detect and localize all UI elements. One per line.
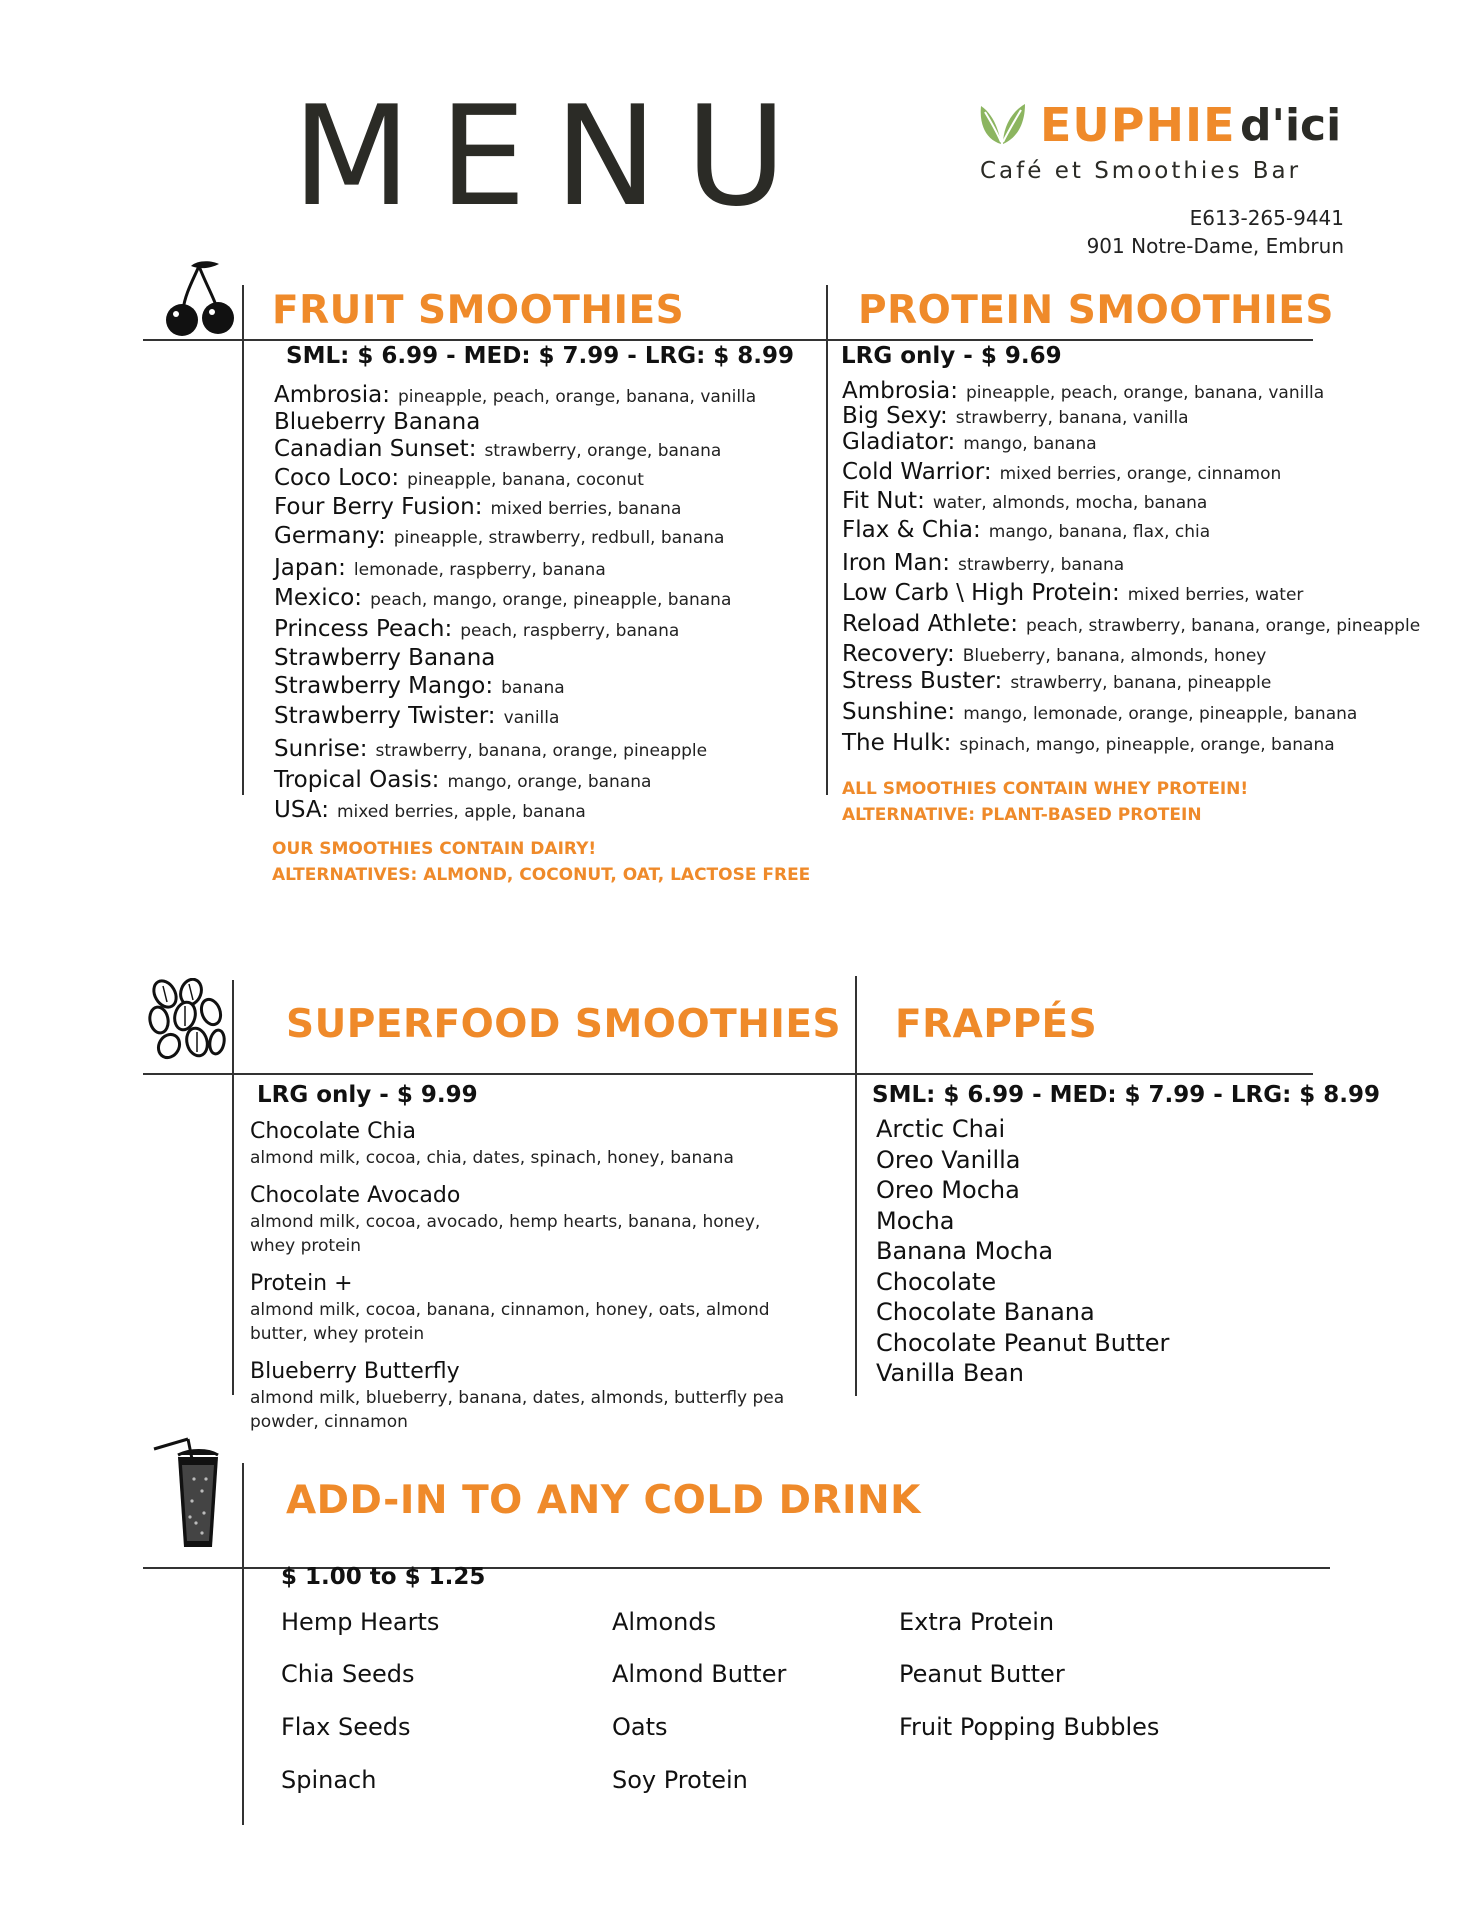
list-item: Tropical Oasis: mango, orange, banana	[274, 767, 652, 793]
list-item: Banana Mocha	[876, 1237, 1054, 1265]
list-item: Oats	[612, 1713, 668, 1741]
addins-title: ADD-IN TO ANY COLD DRINK	[286, 1478, 921, 1523]
list-item: Arctic Chai	[876, 1115, 1006, 1143]
protein-whey-note: ALL SMOOTHIES CONTAIN WHEY PROTEIN!	[842, 779, 1249, 799]
list-item: Low Carb \ High Protein: mixed berries, water	[842, 580, 1304, 606]
fruit-price: SML: $ 6.99 - MED: $ 7.99 - LRG: $ 8.99	[286, 343, 795, 369]
superfood-smoothies-title: SUPERFOOD SMOOTHIES	[286, 1002, 842, 1047]
addins-price: $ 1.00 to $ 1.25	[281, 1564, 486, 1590]
address: 901 Notre-Dame, Embrun	[1086, 234, 1344, 258]
list-item: Sunrise: strawberry, banana, orange, pineapple	[274, 736, 708, 762]
leaf-logo-icon	[975, 100, 1031, 148]
list-item: Fit Nut: water, almonds, mocha, banana	[842, 488, 1208, 514]
list-item: Cold Warrior: mixed berries, orange, cinnamon	[842, 459, 1282, 485]
list-item: Princess Peach: peach, raspberry, banana	[274, 616, 680, 642]
list-item: Recovery: Blueberry, banana, almonds, honey	[842, 641, 1267, 667]
list-item: Stress Buster: strawberry, banana, pineapple	[842, 668, 1272, 694]
list-item: Ambrosia: pineapple, peach, orange, banana, vanilla	[842, 378, 1325, 404]
list-item: Reload Athlete: peach, strawberry, banana, orange, pineapple	[842, 611, 1421, 637]
list-item: Almond Butter	[612, 1660, 787, 1688]
almonds-icon	[143, 978, 229, 1064]
fruit-section-divider	[143, 339, 1313, 341]
list-item: Chocolate Chia almond milk, cocoa, chia, dates, spinach, honey, banana	[250, 1119, 734, 1168]
list-item: Protein + almond milk, cocoa, banana, cinnamon, honey, oats, almond butter, whey protein	[250, 1271, 770, 1344]
list-item: Blueberry Butterfly almond milk, blueberry, banana, dates, almonds, butterfly pea powder, cinnamon	[250, 1359, 785, 1432]
brand-suffix: d'ici	[1240, 100, 1342, 151]
list-item: Oreo Vanilla	[876, 1145, 1021, 1174]
phone-number: E613-265-9441	[1189, 206, 1344, 230]
superfood-smoothie-list	[250, 1118, 810, 1446]
addins-vertical-rule	[242, 1463, 244, 1825]
list-item: Japan: lemonade, raspberry, banana	[274, 555, 606, 581]
list-item: Hemp Hearts	[281, 1608, 440, 1636]
list-item: Chocolate Peanut Butter	[876, 1328, 1170, 1357]
list-item: Coco Loco: pineapple, banana, coconut	[274, 465, 644, 491]
drink-cup-icon	[150, 1435, 240, 1553]
list-item: Strawberry Twister: vanilla	[274, 703, 560, 729]
list-item: Big Sexy: strawberry, banana, vanilla	[842, 403, 1189, 429]
fruit-smoothies-title: FRUIT SMOOTHIES	[272, 288, 685, 333]
list-item: Chocolate	[876, 1267, 997, 1296]
frappes-price: SML: $ 6.99 - MED: $ 7.99 - LRG: $ 8.99	[872, 1082, 1381, 1108]
protein-vertical-rule	[826, 285, 828, 795]
frappes-title: FRAPPÉS	[895, 1002, 1098, 1047]
protein-price: LRG only - $ 9.69	[841, 343, 1062, 369]
frappes-list	[876, 1114, 1169, 1389]
list-item: Four Berry Fusion: mixed berries, banana	[274, 494, 682, 520]
protein-smoothies-title: PROTEIN SMOOTHIES	[858, 288, 1334, 333]
fruit-alternatives-note: ALTERNATIVES: ALMOND, COCONUT, OAT, LACTOSE FREE	[272, 865, 811, 885]
list-item: Strawberry Banana	[274, 645, 496, 671]
list-item: Canadian Sunset: strawberry, orange, banana	[274, 436, 722, 462]
page-title: MENU	[292, 76, 815, 237]
list-item: Flax Seeds	[281, 1713, 411, 1741]
fruit-vertical-rule	[242, 285, 244, 795]
list-item: Flax & Chia: mango, banana, flax, chia	[842, 517, 1211, 543]
list-item: Ambrosia: pineapple, peach, orange, banana, vanilla	[274, 382, 757, 408]
list-item: Iron Man: strawberry, banana	[842, 550, 1125, 576]
protein-smoothie-list	[842, 378, 1420, 760]
fruit-dairy-note: OUR SMOOTHIES CONTAIN DAIRY!	[272, 839, 597, 859]
superfood-vertical-rule	[232, 980, 234, 1395]
cherry-icon	[163, 258, 237, 338]
list-item: Fruit Popping Bubbles	[899, 1713, 1160, 1741]
list-item: Oreo Mocha	[876, 1176, 1020, 1204]
list-item: Mexico: peach, mango, orange, pineapple, banana	[274, 585, 732, 611]
list-item: Strawberry Mango: banana	[274, 673, 565, 699]
list-item: Vanilla Bean	[876, 1359, 1024, 1387]
brand-tagline: Café et Smoothies Bar	[980, 158, 1302, 184]
list-item: Spinach	[281, 1766, 377, 1794]
list-item: Chia Seeds	[281, 1660, 415, 1688]
list-item: Chocolate Avocado almond milk, cocoa, avocado, hemp hearts, banana, honey, whey protein	[250, 1183, 761, 1256]
list-item: Mocha	[876, 1206, 955, 1235]
list-item: Peanut Butter	[899, 1660, 1065, 1688]
superfood-section-divider	[143, 1073, 1313, 1075]
list-item: USA: mixed berries, apple, banana	[274, 797, 586, 823]
frappes-vertical-rule	[855, 976, 857, 1396]
list-item: Blueberry Banana	[274, 409, 481, 435]
list-item: Almonds	[612, 1608, 717, 1636]
list-item: Sunshine: mango, lemonade, orange, pineapple, banana	[842, 699, 1358, 725]
list-item: Germany: pineapple, strawberry, redbull, banana	[274, 523, 725, 549]
list-item: Soy Protein	[612, 1766, 748, 1794]
protein-alternative-note: ALTERNATIVE: PLANT-BASED PROTEIN	[842, 805, 1202, 825]
list-item: Gladiator: mango, banana	[842, 429, 1097, 455]
list-item: The Hulk: spinach, mango, pineapple, orange, banana	[842, 730, 1335, 756]
list-item: Extra Protein	[899, 1608, 1055, 1636]
fruit-smoothie-list	[274, 382, 756, 825]
superfood-price: LRG only - $ 9.99	[257, 1082, 478, 1108]
brand-name: EUPHIE	[1040, 98, 1236, 152]
list-item: Chocolate Banana	[876, 1298, 1095, 1326]
